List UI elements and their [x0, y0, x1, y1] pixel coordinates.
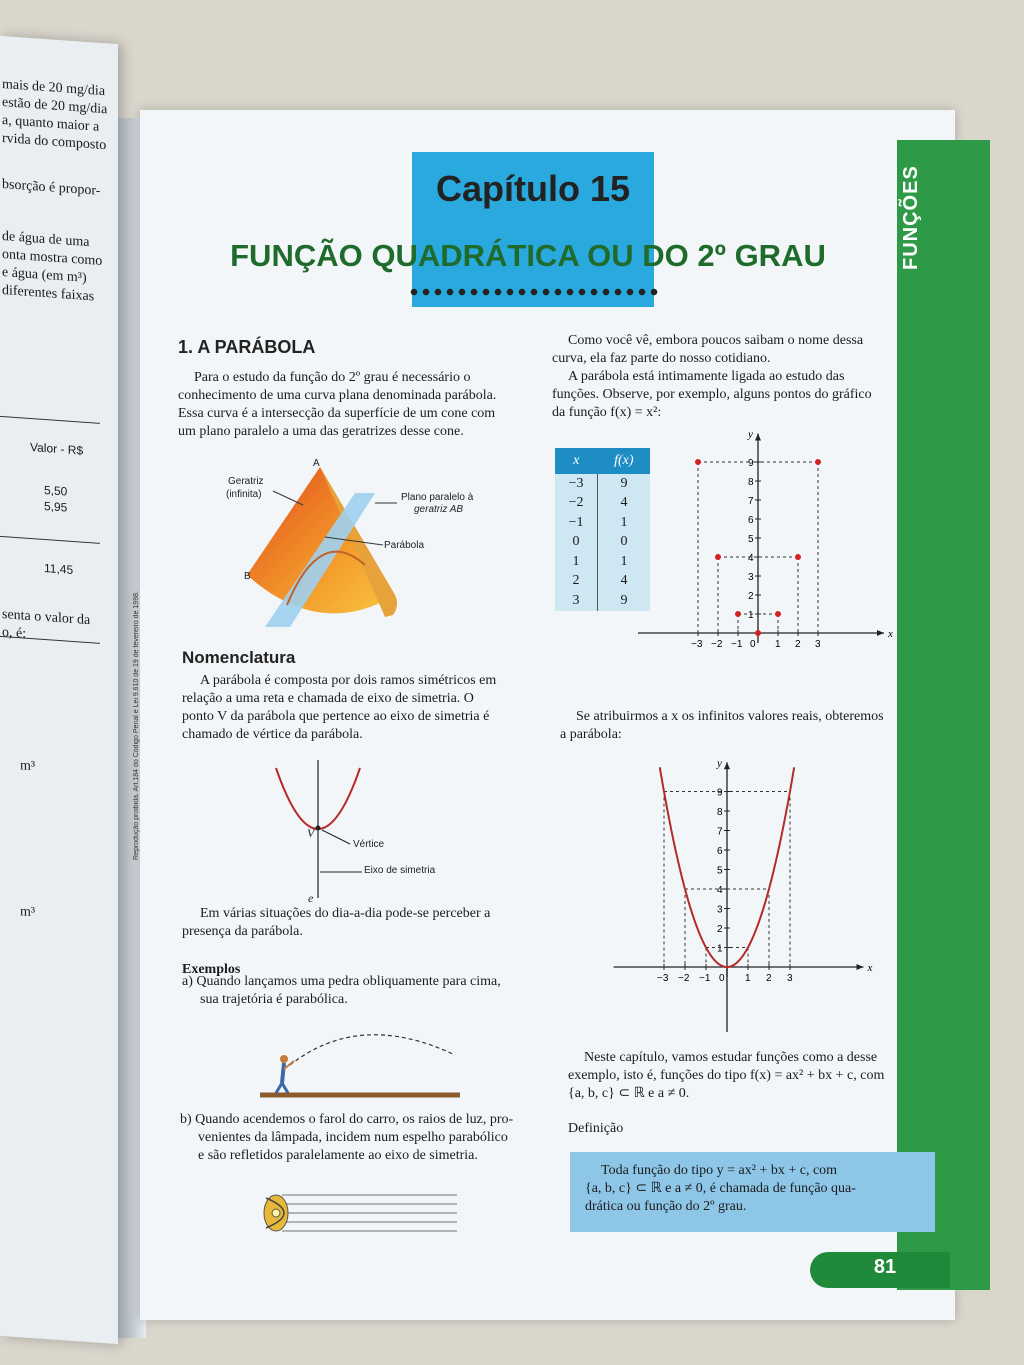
- table-row: 0 0: [555, 533, 650, 553]
- chapter-title: FUNÇÃO QUADRÁTICA OU DO 2º GRAU: [230, 238, 826, 273]
- data-point: [795, 554, 801, 560]
- data-point: [815, 459, 821, 465]
- table-row: 2 4: [555, 572, 650, 592]
- legal-note: Reprodução proibida. Art.184 do Código Penal e Lei 9.610 de 19 de fevereiro de 1998.: [133, 591, 140, 860]
- y-tick-label: 8: [717, 807, 723, 818]
- parabola-chart: [605, 745, 885, 1040]
- prev-page-text: senta o valor da: [2, 607, 91, 629]
- geratriz-label: Geratriz: [228, 476, 264, 487]
- x-axis-arrow: [877, 630, 884, 636]
- x-tick-label: 3: [815, 639, 821, 650]
- prev-page-text: rvida do composto: [2, 131, 107, 154]
- prev-page-rule: [0, 536, 100, 544]
- x-tick-label: 0: [719, 973, 725, 984]
- page-number: 81: [873, 1256, 897, 1278]
- data-point: [775, 611, 781, 617]
- prev-page-text: de água de uma: [2, 229, 90, 251]
- vertex-label: Vértice: [353, 839, 385, 850]
- data-point: [735, 611, 741, 617]
- y-tick-label: 4: [717, 885, 723, 896]
- axis-e-label: e: [308, 891, 314, 905]
- presence-text: Em várias situações do dia-a-dia pode-se perceber a presença da parábola.: [182, 906, 491, 939]
- stone-throw-illustration: [260, 1025, 460, 1100]
- example-b: b) Quando acendemos o farol do carro, os raios de luz, pro- venientes da lâmpada, incidem num espelho parabólico e são refletidos paralelamente ao eixo de simetria.: [180, 1112, 514, 1163]
- table-row: 1 1: [555, 552, 650, 572]
- y-tick-label: 3: [748, 572, 754, 583]
- x-tick-label: 1: [775, 639, 781, 650]
- x-axis-label: x: [888, 628, 893, 640]
- prev-page-text: m³: [20, 758, 36, 775]
- plane-label: Plano paralelo à: [401, 492, 474, 503]
- geratriz-infinita-label: (infinita): [226, 489, 262, 500]
- x-tick-label: 2: [766, 973, 772, 984]
- y-tick-label: 6: [748, 515, 754, 526]
- y-axis-label: y: [717, 757, 722, 770]
- prev-page-text: m³: [20, 904, 36, 921]
- section-heading: 1. A PARÁBOLA: [178, 337, 316, 357]
- x-tick-label: 2: [795, 639, 801, 650]
- y-tick-label: 1: [748, 610, 754, 621]
- x-axis-arrow: [857, 964, 864, 970]
- y-tick-label: 1: [717, 943, 723, 955]
- x-tick-label: −1: [731, 639, 743, 650]
- definition-label: Definição: [568, 1121, 624, 1136]
- cone-label-a: A: [313, 458, 320, 469]
- x-tick-label: −2: [711, 639, 723, 650]
- table-row: −1 1: [555, 513, 650, 533]
- nomenclatura-heading: Nomenclatura: [182, 648, 296, 667]
- data-point: [695, 459, 701, 465]
- table-row: −2 4: [555, 494, 650, 514]
- prev-page-text: estão de 20 mg/dia: [2, 95, 108, 118]
- infinite-values-text: Se atribuirmos a x os infinitos valores reais, obteremos a parábola:: [560, 709, 884, 742]
- values-table: [555, 448, 650, 611]
- cone-illustration: [225, 455, 525, 635]
- chapter-scope-text: Neste capítulo, vamos estudar funções como a desse exemplo, isto é, funções do tipo f(x) = ax² + bx + c, com {a, b, c} ⊂ ℝ e a ≠ 0.: [568, 1050, 885, 1101]
- y-tick-label: 4: [748, 553, 754, 564]
- y-tick-label: 2: [748, 591, 754, 602]
- table-header-x: x: [555, 448, 598, 474]
- y-axis-arrow: [755, 434, 761, 441]
- axis-symmetry-label: Eixo de simetria: [364, 865, 436, 876]
- prev-page-text: bsorção é propor-: [2, 177, 101, 199]
- parabola-label: Parábola: [384, 540, 425, 551]
- y-tick-label: 8: [748, 477, 754, 488]
- plane-label-2: geratriz AB: [414, 504, 464, 515]
- x-tick-label: −3: [657, 973, 669, 984]
- prev-page-text: diferentes faixas: [2, 283, 95, 305]
- nomenclatura-text: A parábola é composta por dois ramos simétricos em relação a uma reta e chamada de eixo de simetria. O ponto V da parábola que pertence ao eixo de simetria é chamado de vértice da parábola.: [182, 673, 497, 742]
- prev-page-text: Valor - R$: [30, 439, 84, 458]
- points-chart: [640, 425, 900, 655]
- side-color-band: [897, 140, 990, 1290]
- prev-page-text: 5,95: [44, 498, 68, 515]
- y-tick-label: 5: [717, 865, 723, 877]
- vertex-v-label: V: [307, 826, 315, 840]
- x-tick-label: −3: [691, 639, 703, 650]
- y-tick-label: 3: [717, 904, 723, 916]
- prev-page-text: o, é:: [2, 625, 27, 642]
- y-tick-label: 7: [717, 826, 723, 838]
- x-axis-label: x: [867, 962, 873, 974]
- vertex-diagram: [270, 760, 470, 900]
- cone-label-b: B: [244, 571, 251, 582]
- prev-page-text: 5,50: [44, 482, 68, 499]
- y-axis-label: y: [748, 428, 753, 441]
- table-header-fx: f(x): [598, 448, 650, 474]
- right-intro: Como você vê, embora poucos saibam o nome dessa curva, ela faz parte do nosso cotidiano. A parábola está intimamente ligada ao estudo das funções. Observe, por exemplo, alguns pontos do gráfico da função f(x) = x²:: [552, 333, 872, 420]
- y-tick-label: 9: [748, 458, 754, 469]
- previous-page: [0, 36, 118, 1344]
- definition-text: Toda função do tipo y = ax² + bx + c, com {a, b, c} ⊂ ℝ e a ≠ 0, é chamada de função qua- drática ou função do 2º grau.: [585, 1163, 856, 1214]
- prev-page-text: a, quanto maior a: [2, 113, 100, 135]
- data-point: [755, 630, 761, 636]
- section-intro: Para o estudo da função do 2º grau é necessário o conhecimento de uma curva plana denominada parábola. Essa curva é a intersecção da superfície de um cone com um plano paralelo a uma das geratrizes desse cone.: [178, 370, 497, 439]
- x-tick-label: 1: [745, 973, 751, 984]
- x-tick-label: −1: [699, 973, 711, 984]
- x-tick-label: 0: [750, 639, 756, 650]
- table-row: −3 9: [555, 474, 650, 494]
- examples-heading: Exemplos: [182, 962, 241, 977]
- prev-page-text: onta mostra como: [2, 247, 103, 270]
- table-row: 3 9: [555, 591, 650, 611]
- x-tick-label: 3: [787, 973, 793, 984]
- y-tick-label: 6: [717, 846, 723, 857]
- example-a: a) Quando lançamos uma pedra obliquamente para cima, sua trajetória é parabólica.: [182, 974, 501, 1007]
- prev-page-text: e água (em m³): [2, 265, 87, 286]
- headlight-illustration: [262, 1190, 462, 1235]
- x-tick-label: −2: [678, 973, 690, 984]
- title-dots: [408, 286, 658, 298]
- y-tick-label: 5: [748, 534, 754, 545]
- y-tick-label: 9: [717, 787, 723, 799]
- y-tick-label: 2: [717, 924, 723, 935]
- prev-page-text: 11,45: [44, 560, 74, 577]
- data-point: [715, 554, 721, 560]
- y-axis-arrow: [724, 762, 730, 769]
- prev-page-rule: [0, 416, 100, 424]
- prev-page-text: mais de 20 mg/dia: [2, 77, 106, 100]
- side-tab-label: FUNÇÕES: [900, 165, 922, 270]
- y-tick-label: 7: [748, 496, 754, 507]
- chapter-number: Capítulo 15: [435, 168, 631, 209]
